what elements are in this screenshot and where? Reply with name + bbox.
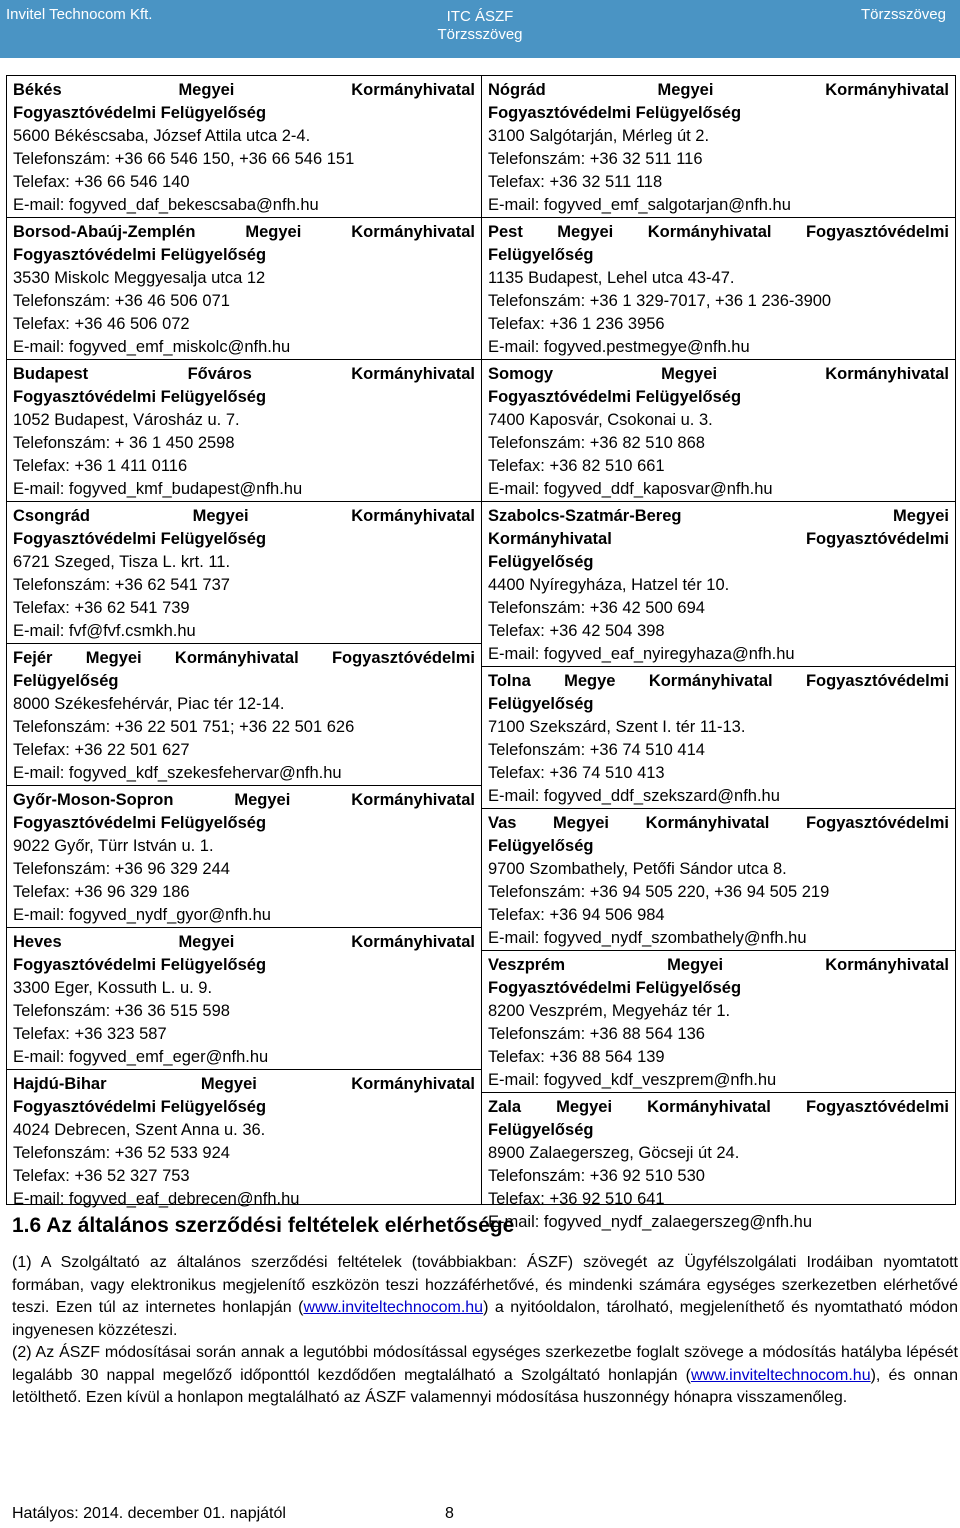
- authority-detail-line: E-mail: fogyved_kmf_budapest@nfh.hu: [13, 480, 303, 498]
- authority-detail-line: Telefax: +36 74 510 413: [488, 764, 665, 782]
- authority-name: Zala Megyei Kormányhivatal Fogyasztóvédelmi Felügyelőség: [488, 1098, 949, 1139]
- authority-detail-line: Telefonszám: +36 82 510 868: [488, 434, 705, 452]
- authority-entry: [7, 928, 481, 1070]
- website-link[interactable]: www.inviteltechnocom.hu: [303, 1299, 484, 1316]
- authority-detail-line: Telefonszám: +36 66 546 150, +36 66 546 151: [13, 150, 355, 168]
- authority-detail-line: E-mail: fogyved_daf_bekescsaba@nfh.hu: [13, 196, 319, 214]
- authority-name: Borsod-Abaúj-Zemplén Megyei Kormányhivatal Fogyasztóvédelmi Felügyelőség: [13, 223, 475, 264]
- authority-detail-line: E-mail: fogyved_nydf_zalaegerszeg@nfh.hu: [488, 1213, 813, 1231]
- authority-entry: [7, 786, 481, 928]
- authority-name: Nógrád Megyei Kormányhivatal Fogyasztóvédelmi Felügyelőség: [488, 81, 949, 122]
- authority-entry: [482, 502, 955, 667]
- authority-entry: [7, 76, 481, 218]
- header-center: [380, 8, 580, 44]
- authority-detail-line: E-mail: fogyved_nydf_szombathely@nfh.hu: [488, 929, 807, 947]
- authority-entry: [7, 218, 481, 360]
- authority-detail-line: 8000 Székesfehérvár, Piac tér 12-14.: [13, 695, 285, 713]
- authority-detail-line: Telefonszám: +36 94 505 220, +36 94 505 219: [488, 883, 830, 901]
- authority-detail-line: 3530 Miskolc Meggyesalja utca 12: [13, 269, 266, 287]
- right-column: [481, 76, 955, 1231]
- authority-entry: [482, 360, 955, 502]
- authority-detail-line: Telefonszám: + 36 1 450 2598: [13, 434, 235, 452]
- authority-detail-line: E-mail: fogyved_eaf_debrecen@nfh.hu: [13, 1190, 300, 1208]
- header-company: Invitel Technocom Kft.: [6, 6, 153, 23]
- authority-detail-line: E-mail: fogyved_eaf_nyiregyhaza@nfh.hu: [488, 645, 795, 663]
- authority-detail-line: E-mail: fogyved_ddf_kaposvar@nfh.hu: [488, 480, 773, 498]
- authority-detail-line: 8200 Veszprém, Megyeház tér 1.: [488, 1002, 731, 1020]
- authority-detail-line: Telefax: +36 96 329 186: [13, 883, 190, 901]
- authority-name: Somogy Megyei Kormányhivatal Fogyasztóvédelmi Felügyelőség: [488, 365, 949, 406]
- authority-name: Vas Megyei Kormányhivatal Fogyasztóvédelmi Felügyelőség: [488, 814, 949, 855]
- authority-detail-line: E-mail: fogyved_ddf_szekszard@nfh.hu: [488, 787, 780, 805]
- authority-detail-line: Telefonszám: +36 46 506 071: [13, 292, 230, 310]
- authority-detail-line: Telefax: +36 88 564 139: [488, 1048, 665, 1066]
- authority-entry: [482, 951, 955, 1093]
- authority-detail-line: 8900 Zalaegerszeg, Göcseji út 24.: [488, 1144, 740, 1162]
- authority-detail-line: E-mail: fogyved_emf_salgotarjan@nfh.hu: [488, 196, 791, 214]
- website-link[interactable]: www.inviteltechnocom.hu: [690, 1366, 871, 1384]
- authority-detail-line: Telefonszám: +36 96 329 244: [13, 860, 230, 878]
- authority-name: Pest Megyei Kormányhivatal Fogyasztóvédelmi Felügyelőség: [488, 223, 949, 264]
- authority-entry: [7, 644, 481, 786]
- authority-detail-line: 6721 Szeged, Tisza L. krt. 11.: [13, 553, 231, 571]
- authority-detail-line: Telefonszám: +36 62 541 737: [13, 576, 230, 594]
- paragraph-2: (2) Az ÁSZF módosításai során annak a legutóbbi módosítással egységes szerkezetbe foglalt szövege a módosítás hatályba lépését legalább 30 nappal megelőző időponttól kezdődően megtalálható a Szolgáltató honlapján (www.inviteltechnocom.hu), és onnan letölthető. Ezen kívül a honlapon megtalálható az ÁSZF valamennyi módosítása huszonnégy hónapra visszamenőleg.: [12, 1344, 958, 1406]
- authority-entry: [482, 76, 955, 218]
- header-doc-subtitle: Törzsszöveg: [437, 26, 523, 43]
- authority-detail-line: 4400 Nyíregyháza, Hatzel tér 10.: [488, 576, 730, 594]
- authority-detail-line: Telefax: +36 94 506 984: [488, 906, 665, 924]
- authority-name: Szabolcs-Szatmár-Bereg Megyei Kormányhivatal Fogyasztóvédelmi Felügyelőség: [488, 507, 949, 571]
- authority-entry: [7, 1070, 481, 1211]
- authority-detail-line: E-mail: fogyved_emf_miskolc@nfh.hu: [13, 338, 291, 356]
- authority-detail-line: Telefax: +36 46 506 072: [13, 315, 190, 333]
- authority-entry: [482, 809, 955, 951]
- authority-detail-line: 9022 Győr, Türr István u. 1.: [13, 837, 214, 855]
- authority-name: Hajdú-Bihar Megyei Kormányhivatal Fogyasztóvédelmi Felügyelőség: [13, 1075, 475, 1116]
- authority-detail-line: E-mail: fogyved_kdf_veszprem@nfh.hu: [488, 1071, 777, 1089]
- authority-detail-line: Telefax: +36 62 541 739: [13, 599, 190, 617]
- page-number: 8: [445, 1505, 454, 1522]
- section-body: [12, 1252, 958, 1410]
- section-heading: 1.6 Az általános szerződési feltételek elérhetősége: [12, 1214, 515, 1237]
- authority-detail-line: Telefonszám: +36 88 564 136: [488, 1025, 705, 1043]
- authority-name: Heves Megyei Kormányhivatal Fogyasztóvédelmi Felügyelőség: [13, 933, 475, 974]
- authority-detail-line: Telefonszám: +36 92 510 530: [488, 1167, 705, 1185]
- authority-name: Békés Megyei Kormányhivatal Fogyasztóvédelmi Felügyelőség: [13, 81, 475, 122]
- authority-detail-line: Telefax: +36 66 546 140: [13, 173, 190, 191]
- authority-detail-line: Telefax: +36 92 510 641: [488, 1190, 665, 1208]
- authority-detail-line: Telefax: +36 52 327 753: [13, 1167, 190, 1185]
- left-column: [7, 76, 481, 1208]
- authority-detail-line: Telefonszám: +36 22 501 751; +36 22 501 626: [13, 718, 355, 736]
- authority-name: Veszprém Megyei Kormányhivatal Fogyasztóvédelmi Felügyelőség: [488, 956, 949, 997]
- authority-detail-line: E-mail: fogyved_kdf_szekesfehervar@nfh.hu: [13, 764, 342, 782]
- authority-detail-line: 3300 Eger, Kossuth L. u. 9.: [13, 979, 213, 997]
- authority-name: Győr-Moson-Sopron Megyei Kormányhivatal Fogyasztóvédelmi Felügyelőség: [13, 791, 475, 832]
- authority-name: Fejér Megyei Kormányhivatal Fogyasztóvédelmi Felügyelőség: [13, 649, 475, 690]
- authority-detail-line: Telefax: +36 42 504 398: [488, 622, 665, 640]
- authority-detail-line: E-mail: fogyved_nydf_gyor@nfh.hu: [13, 906, 271, 924]
- authority-entry: [7, 502, 481, 644]
- authority-detail-line: Telefax: +36 323 587: [13, 1025, 167, 1043]
- authority-detail-line: 7400 Kaposvár, Csokonai u. 3.: [488, 411, 713, 429]
- authority-detail-line: E-mail: fvf@fvf.csmkh.hu: [13, 622, 196, 640]
- authority-detail-line: 9700 Szombathely, Petőfi Sándor utca 8.: [488, 860, 787, 878]
- header-right-label: Törzsszöveg: [860, 6, 946, 23]
- authority-detail-line: Telefonszám: +36 42 500 694: [488, 599, 705, 617]
- authority-detail-line: E-mail: fogyved.pestmegye@nfh.hu: [488, 338, 750, 356]
- authority-detail-line: Telefax: +36 1 411 0116: [13, 457, 188, 475]
- authority-detail-line: 7100 Szekszárd, Szent I. tér 11-13.: [488, 718, 746, 736]
- authority-name: Csongrád Megyei Kormányhivatal Fogyasztóvédelmi Felügyelőség: [13, 507, 475, 548]
- authority-detail-line: 1052 Budapest, Városház u. 7.: [13, 411, 240, 429]
- authority-entry: [482, 1093, 955, 1234]
- authority-name: Budapest Főváros Kormányhivatal Fogyasztóvédelmi Felügyelőség: [13, 365, 475, 406]
- authority-detail-line: 4024 Debrecen, Szent Anna u. 36.: [13, 1121, 266, 1139]
- header-doc-title: ITC ÁSZF: [446, 8, 514, 25]
- authority-entry: [7, 360, 481, 502]
- authority-detail-line: 5600 Békéscsaba, József Attila utca 2-4.: [13, 127, 311, 145]
- paragraph-1: (1) A Szolgáltató az általános szerződési feltételek (továbbiakban: ÁSZF) szövegét az Ügyfélszolgálati Irodáiban nyomtatott formában, vagy elektronikus megjelenítő eszközön teszi hozzáférhetővé, és mindenki számára egységes szerkezetben elérhetővé teszi. Ezen túl az internetes honlapján (www.inviteltechnocom.hu) a nyitóoldalon, tárolható, megjeleníthető és nyomtatható módon ingyenesen közzéteszi.: [12, 1254, 958, 1339]
- authority-detail-line: E-mail: fogyved_emf_eger@nfh.hu: [13, 1048, 269, 1066]
- authority-detail-line: 1135 Budapest, Lehel utca 43-47.: [488, 269, 735, 287]
- authority-name: Tolna Megye Kormányhivatal Fogyasztóvédelmi Felügyelőség: [488, 672, 949, 713]
- authority-detail-line: Telefax: +36 32 511 118: [488, 173, 663, 191]
- authority-detail-line: Telefax: +36 82 510 661: [488, 457, 665, 475]
- authority-detail-line: Telefonszám: +36 1 329-7017, +36 1 236-3900: [488, 292, 832, 310]
- authority-detail-line: Telefonszám: +36 36 515 598: [13, 1002, 230, 1020]
- authority-entry: [482, 667, 955, 809]
- authority-detail-line: Telefonszám: +36 52 533 924: [13, 1144, 230, 1162]
- authority-detail-line: Telefonszám: +36 74 510 414: [488, 741, 705, 759]
- authority-detail-line: Telefax: +36 1 236 3956: [488, 315, 665, 333]
- authority-detail-line: 3100 Salgótarján, Mérleg út 2.: [488, 127, 710, 145]
- page-footer: [12, 1505, 454, 1523]
- authority-detail-line: Telefax: +36 22 501 627: [13, 741, 190, 759]
- effective-date: Hatályos: 2014. december 01. napjától: [12, 1505, 286, 1522]
- authority-entry: [482, 218, 955, 360]
- authority-detail-line: Telefonszám: +36 32 511 116: [488, 150, 703, 168]
- page-header: [0, 0, 960, 58]
